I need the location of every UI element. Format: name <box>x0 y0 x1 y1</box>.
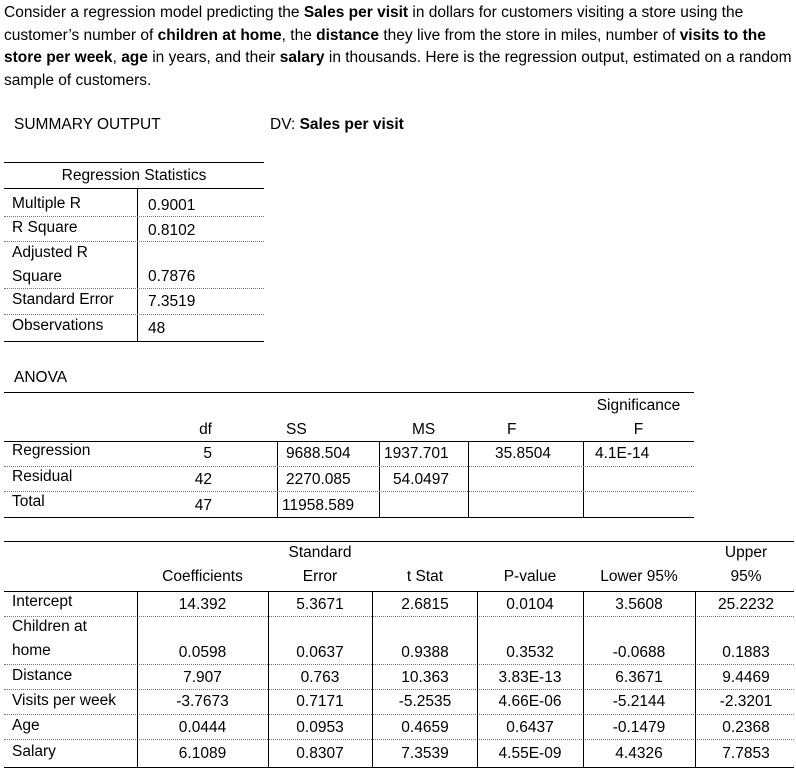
column-divider <box>477 592 478 767</box>
dv-value: Sales per visit <box>299 116 404 133</box>
anova-residual-df: 42 <box>194 471 212 488</box>
row-divider <box>4 664 794 665</box>
intro-bold-sales: Sales per visit <box>303 4 409 21</box>
row-divider <box>4 616 794 617</box>
row-divider <box>4 491 694 492</box>
anova-row-label-total: Total <box>12 493 45 510</box>
intro-bold-salary: salary <box>279 49 325 66</box>
row-divider <box>4 714 794 715</box>
column-divider <box>583 592 584 767</box>
column-divider <box>695 592 696 767</box>
coef-visits-coefficient: -3.7673 <box>176 693 229 710</box>
intro-bold-age: age <box>121 49 148 66</box>
table-rule <box>4 591 794 592</box>
anova-residual-ss: 2270.085 <box>286 471 351 488</box>
table-rule <box>4 517 694 518</box>
stat-label-observations: Observations <box>12 317 104 334</box>
coef-intercept-p-value: 0.0104 <box>506 596 554 613</box>
dv-label-text: DV: <box>270 116 300 133</box>
regression-statistics-header: Regression Statistics <box>61 167 207 184</box>
stat-label-multiple-r: Multiple R <box>12 195 81 212</box>
anova-residual-ms: 54.0497 <box>393 471 450 488</box>
coef-header-standard-error-line2: Error <box>302 568 338 585</box>
coef-header-standard-error-line1: Standard <box>288 544 352 561</box>
row-divider <box>4 314 264 315</box>
coef-header-lower-95: Lower 95% <box>600 568 678 585</box>
coef-visits-lower-95: -5.2144 <box>612 693 666 710</box>
coef-salary-lower-95: 4.4326 <box>615 745 663 762</box>
stat-value-multiple-r: 0.9001 <box>148 197 196 214</box>
table-rule <box>4 162 264 163</box>
coef-children-standard-error: 0.0637 <box>296 644 344 661</box>
anova-regression-f: 35.8504 <box>495 445 552 462</box>
coef-visits-p-value: 4.66E-06 <box>498 693 562 710</box>
coef-row-label-intercept: Intercept <box>12 593 73 610</box>
coef-intercept-lower-95: 3.5608 <box>615 596 663 613</box>
intro-bold-visits: visits to the store per week <box>4 26 766 66</box>
coef-salary-p-value: 4.55E-09 <box>498 745 562 762</box>
table-rule <box>4 541 794 542</box>
anova-total-ss: 11958.589 <box>282 497 355 514</box>
anova-header-significance-line2: F <box>633 421 644 438</box>
column-divider <box>268 592 269 767</box>
coef-distance-upper-95: 9.4469 <box>722 669 770 686</box>
column-divider <box>468 442 469 517</box>
coef-children-lower-95: -0.0688 <box>612 644 666 661</box>
coef-intercept-standard-error: 5.3671 <box>296 596 344 613</box>
row-divider <box>4 241 264 242</box>
anova-regression-ms: 1937.701 <box>384 445 449 462</box>
coef-distance-p-value: 3.83E-13 <box>498 669 562 686</box>
table-rule <box>4 188 264 189</box>
table-rule <box>4 341 264 342</box>
coef-age-standard-error: 0.0953 <box>296 719 344 736</box>
coef-row-label-salary: Salary <box>12 743 56 760</box>
row-divider <box>4 288 264 289</box>
stat-label-adjusted-r-square-line1: Adjusted R <box>12 244 88 261</box>
coef-children-upper-95: 0.1883 <box>722 644 770 661</box>
anova-row-label-regression: Regression <box>12 442 91 459</box>
anova-row-label-residual: Residual <box>12 468 73 485</box>
table-rule <box>4 441 694 442</box>
coef-distance-t-stat: 10.363 <box>401 669 449 686</box>
coef-salary-upper-95: 7.7853 <box>722 745 770 762</box>
table-rule <box>4 767 794 768</box>
coef-row-label-children-line2: home <box>12 642 51 659</box>
coef-children-p-value: 0.3532 <box>506 644 554 661</box>
row-divider <box>4 216 264 217</box>
coef-visits-t-stat: -5.2535 <box>398 693 452 710</box>
stat-value-r-square: 0.8102 <box>148 222 196 239</box>
coef-salary-standard-error: 0.8307 <box>296 745 344 762</box>
anova-total-df: 47 <box>194 497 212 514</box>
column-divider <box>137 592 138 767</box>
stat-label-r-square: R Square <box>12 219 78 236</box>
stat-value-standard-error: 7.3519 <box>148 293 196 310</box>
coef-visits-upper-95: -2.3201 <box>719 693 773 710</box>
coef-salary-t-stat: 7.3539 <box>401 745 449 762</box>
anova-header-significance-line1: Significance <box>596 397 681 414</box>
coef-row-label-visits: Visits per week <box>12 692 116 709</box>
coef-header-p-value: P-value <box>503 568 557 585</box>
intro-text: , <box>112 49 122 66</box>
coef-row-label-children-line1: Children at <box>12 618 87 635</box>
coef-children-coefficient: 0.0598 <box>178 644 227 661</box>
column-divider <box>137 189 138 341</box>
intro-bold-distance: distance <box>316 26 380 44</box>
stat-label-adjusted-r-square-line2: Square <box>12 268 62 285</box>
coef-intercept-upper-95: 25.2232 <box>717 596 775 613</box>
intro-text: in dollars for customers visiting a store using the customer’s number of <box>4 4 744 44</box>
intro-paragraph <box>4 2 792 92</box>
intro-text: they live from the store in miles, number of <box>379 26 680 44</box>
stat-value-adjusted-r-square: 0.7876 <box>148 268 196 285</box>
coef-header-upper-95-line2: 95% <box>730 568 762 585</box>
table-rule <box>4 392 694 393</box>
column-divider <box>379 442 380 517</box>
intro-text: in years, and their <box>147 49 280 66</box>
intro-text: Consider a regression model predicting the <box>4 4 304 21</box>
anova-regression-ss: 9688.504 <box>286 445 351 462</box>
column-divider <box>583 442 584 517</box>
coef-visits-standard-error: 0.7171 <box>296 693 344 710</box>
row-divider <box>4 739 794 740</box>
intro-text: in thousands. Here is the regression output, estimated on a random sample of customers. <box>4 49 792 89</box>
coef-distance-standard-error: 0.763 <box>300 669 340 686</box>
coef-age-upper-95: 0.2368 <box>722 719 770 736</box>
coef-children-t-stat: 0.9388 <box>401 644 449 661</box>
anova-header-df: df <box>199 421 212 438</box>
anova-regression-significance: 4.1E-14 <box>595 445 650 462</box>
coef-header-upper-95-line1: Upper <box>724 544 768 561</box>
coef-age-coefficient: 0.0444 <box>178 719 227 736</box>
coef-header-coefficients: Coefficients <box>162 568 243 585</box>
coef-row-label-age: Age <box>12 717 40 734</box>
coef-distance-lower-95: 6.3671 <box>615 669 663 686</box>
intro-bold-children: children at home <box>157 26 282 44</box>
stat-label-standard-error: Standard Error <box>12 291 114 308</box>
coef-salary-coefficient: 6.1089 <box>178 745 227 762</box>
anova-regression-df: 5 <box>203 445 212 462</box>
column-divider <box>277 442 278 517</box>
anova-header-f: F <box>507 421 517 438</box>
coef-age-p-value: 0.6437 <box>506 719 554 736</box>
anova-header-ms: MS <box>412 421 436 438</box>
coef-age-t-stat: 0.4659 <box>401 719 449 736</box>
coef-header-t-stat: t Stat <box>406 568 444 585</box>
coef-intercept-coefficient: 14.392 <box>178 596 227 613</box>
row-divider <box>4 689 794 690</box>
anova-header-ss: SS <box>286 421 307 438</box>
coef-distance-coefficient: 7.907 <box>183 669 222 686</box>
intro-text: , the <box>281 26 317 44</box>
summary-output-title: SUMMARY OUTPUT <box>14 116 161 133</box>
stat-value-observations: 48 <box>148 320 166 337</box>
row-divider <box>4 466 694 467</box>
coef-row-label-distance: Distance <box>12 667 73 684</box>
column-divider <box>372 592 373 767</box>
coef-intercept-t-stat: 2.6815 <box>401 596 449 613</box>
dependent-variable-label <box>270 115 404 135</box>
coef-age-lower-95: -0.1479 <box>612 719 666 736</box>
anova-title: ANOVA <box>14 369 68 386</box>
